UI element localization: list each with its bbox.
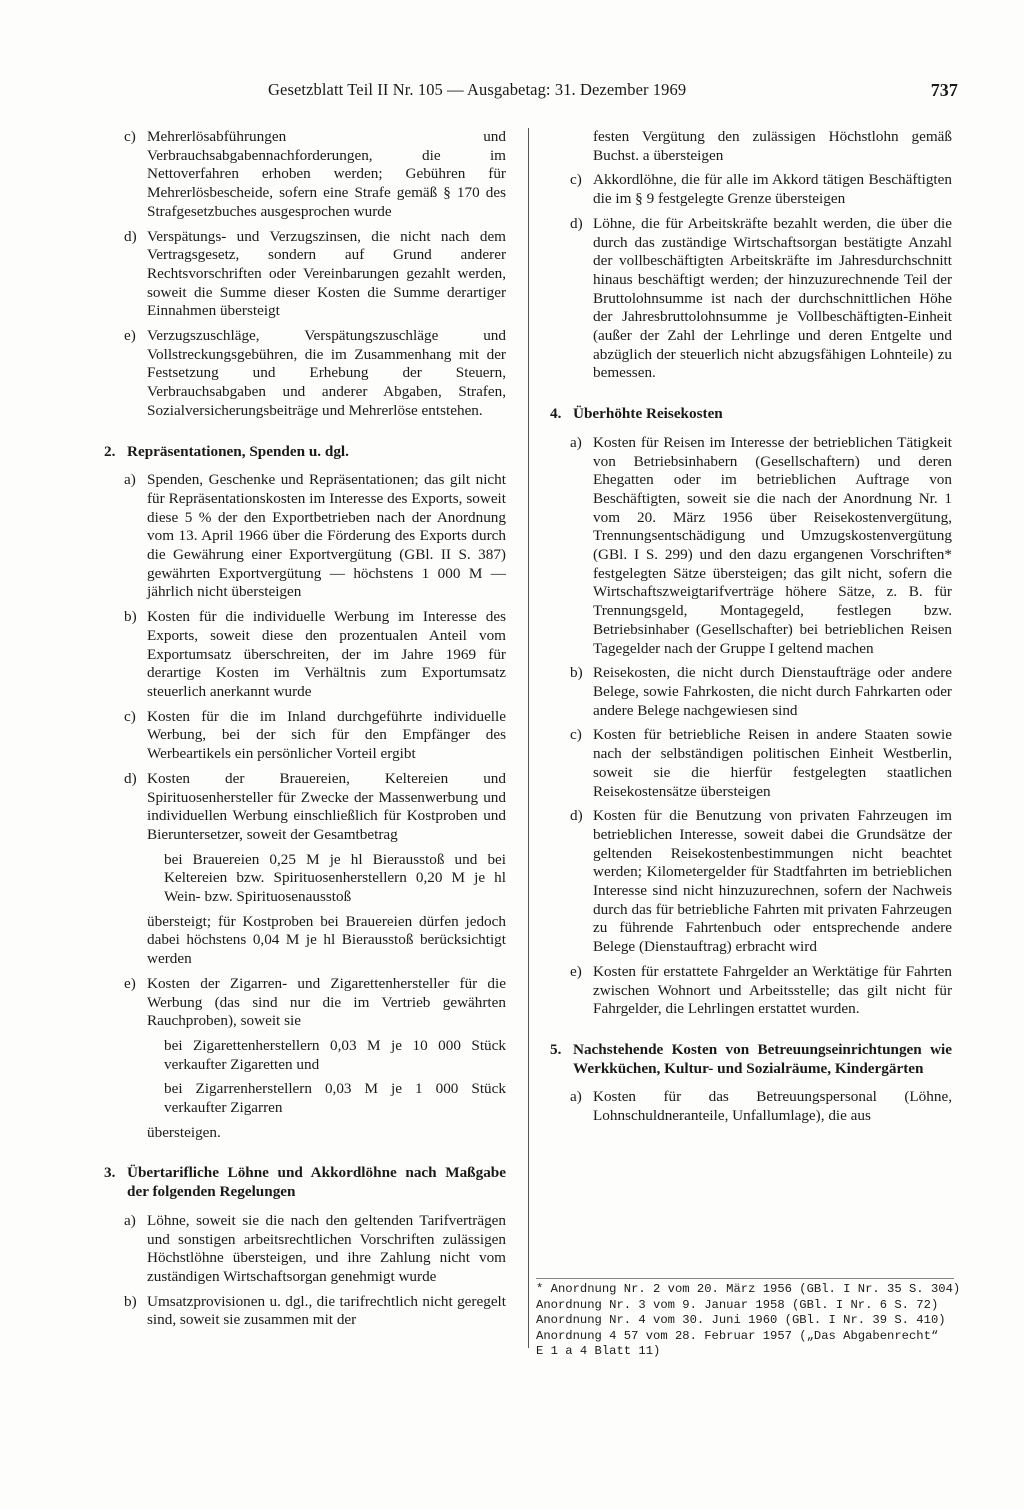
header-title: Gesetzblatt Teil II Nr. 105 — Ausgabetag: 31. Dezember 1969 — [268, 80, 687, 99]
item-label: c) — [570, 726, 582, 744]
section-title: Nachstehende Kosten von Betreuungseinrichtungen wie Werkküchen, Kultur- und Sozialräume, Kindergärten — [573, 1040, 952, 1077]
section-title: Übertarifliche Löhne und Akkordlöhne nach Maßgabe der folgenden Regelungen — [127, 1164, 506, 1201]
item-text: Verzugszuschläge, Verspätungszuschläge und Vollstreckungsgebühren, die im Zusammenhang mit der Festsetzung und Erhebung der Steuern, Verbrauchsabgaben und anderer Abgaben, Strafen, Sozialversicherungsbeiträge und Mehrerlöse entstehen. — [147, 327, 506, 419]
item-text: Kosten der Zigarren- und Zigarettenhersteller für die Werbung (das sind nur die im Vertrieb gewährten Rauchproben), soweit sie — [147, 974, 506, 1030]
list-item — [104, 471, 506, 602]
sub-paragraph: bei Zigarettenherstellern 0,03 M je 10 000 Stück verkaufter Zigaretten und — [164, 1036, 506, 1073]
section-number: 4. — [550, 405, 562, 423]
item-text: Kosten für die im Inland durchgeführte individuelle Werbung, bei der sich für den Empfänger des Werbeartikels ein persönlicher Vorteil ergibt — [147, 707, 506, 763]
item-text: Kosten für die individuelle Werbung im Interesse des Exports, soweit diese den prozentualen Anteil vom Exportumsatz überschreiten, der im Jahre 1969 für derartige Kosten im Verhältnis zum Exportumsatz steuerlich anerkannt wurde — [147, 608, 506, 700]
list-item — [550, 434, 952, 658]
footnotes — [536, 1278, 961, 1360]
item-label: b) — [570, 664, 583, 682]
item-text: Kosten für erstattete Fahrgelder an Werktätige für Fahrten zwischen Wohnort und Arbeitsstelle; das gilt nicht für Fahrgelder, die Lehrlingen erstattet wurden. — [593, 962, 952, 1018]
section-heading — [104, 443, 506, 462]
sub-paragraph: bei Brauereien 0,25 M je hl Bierausstoß und bei Keltereien bzw. Spirituosenherstellern 0,20 M je hl Wein- bzw. Spirituosenausstoß — [164, 850, 506, 906]
list-item — [550, 726, 952, 801]
column-divider — [528, 128, 529, 1348]
list-item — [104, 228, 506, 322]
item-text: Verspätungs- und Verzugszinsen, die nicht nach dem Vertragsgesetz, sondern auf Grund anderer Rechtsvorschriften oder Vereinbarungen gezahlt werden, soweit die Summe dieser Kosten die Summe derartiger Einnahmen übersteigt — [147, 227, 506, 320]
item-text: Kosten für betriebliche Reisen in andere Staaten sowie nach der selbständigen politischen Einheit Westberlin, soweit sie die hierfür festgelegten staatlichen Reisekostensätze übersteigen — [593, 726, 952, 800]
continuation-text: übersteigen. — [147, 1123, 221, 1141]
item-label: c) — [124, 128, 136, 145]
list-item — [104, 327, 506, 421]
list-item — [104, 770, 506, 845]
section-heading — [550, 405, 952, 424]
list-item — [104, 1212, 506, 1287]
footnote-line: Anordnung Nr. 3 vom 9. Januar 1958 (GBl. I Nr. 6 S. 72) — [536, 1297, 939, 1312]
footnote-line: Anordnung Nr. 4 vom 30. Juni 1960 (GBl. I Nr. 39 S. 410) — [536, 1313, 946, 1327]
item-text: Mehrerlösabführungen und Verbrauchsabgabennachforderungen, die im Nettoverfahren erhoben werden; Gebühren für Mehrerlösbescheide, sofern eine Strafe gemäß § 170 des Strafgesetzbuches ausgesprochen wurde — [147, 128, 506, 220]
right-column — [550, 128, 952, 1126]
continuation-text: übersteigt; für Kostproben bei Brauereien dürfen jedoch dabei höchstens 0,04 M je hl Bierausstoß berücksichtigt werden — [147, 912, 506, 968]
list-item — [550, 171, 952, 208]
item-label: a) — [124, 471, 136, 489]
item-text: Kosten für die Benutzung von privaten Fahrzeugen im betrieblichen Interesse, soweit dabei die Grundsätze der geltenden Reisekostenbestimmungen nicht beachtet werden; Kilometergelder für Stadtfahrten im betrieblichen Interesse sind nicht hinzuzurechnen, sofern der Nachweis durch das für betriebliche Fahrten mit privaten Fahrzeugen zu führende Fahrtenbuch oder entsprechende andere Belege (Dienstauftrag) erbracht wird — [593, 807, 952, 956]
item-text: Löhne, die für Arbeitskräfte bezahlt werden, die über die durch das zuständige Wirtschaftsorgan bestätigte Anzahl der vollbeschäftigten Arbeitskräfte im Jahresdurchschnitt hinaus beschäftigt werden; der hinzuzurechnende Teil der Bruttolohnsumme ist nach der durchschnittlichen Höhe der Jahresbruttolohnsumme je Vollbeschäftigten-Einheit (außer der Zahl der Lehrlinge und deren Entgelte und abzüglich der steuerlich nicht abzugsfähigen Lohnteile) zu bemessen. — [593, 214, 952, 382]
footnote-line: Anordnung 4 57 vom 28. Februar 1957 („Das Abgabenrecht“ — [536, 1328, 939, 1343]
list-item — [104, 1293, 506, 1330]
item-label: d) — [570, 807, 583, 825]
item-text: Akkordlöhne, die für alle im Akkord tätigen Beschäftigten die im § 9 festgelegte Grenze übersteigen — [593, 171, 952, 208]
page-number: 737 — [930, 80, 958, 100]
continuation-text: festen Vergütung den zulässigen Höchstlohn gemäß Buchst. a übersteigen — [593, 128, 952, 164]
list-item — [550, 215, 952, 383]
item-text: Reisekosten, die nicht durch Dienstaufträge oder andere Belege, sowie Fahrkosten, die nicht durch Fahrkarten oder andere Belege nachgewiesen sind — [593, 664, 952, 719]
item-label: c) — [124, 707, 136, 725]
item-text: Spenden, Geschenke und Repräsentationen; das gilt nicht für Repräsentationskosten im Interesse des Exports, soweit diese 5 % der den Exportbetrieben nach der Anordnung vom 13. April 1966 über die Förderung des Exports durch die Gewährung einer Exportvergütung (GBl. II S. 387) gewährten Exportvergütung — höchstens 1 000 M — jährlich nicht übersteigen — [147, 471, 506, 601]
item-label: a) — [570, 433, 582, 451]
item-label: e) — [124, 327, 136, 345]
item-text: Löhne, soweit sie die nach den geltenden Tarifverträgen und sonstigen arbeitsrechtlichen Vorschriften zulässigen Höchstlöhne übersteigen, und ihre Zahlung nicht vom zuständigen Wirtschaftsorgan genehmigt wurde — [147, 1211, 506, 1285]
item-label: e) — [124, 974, 136, 992]
list-item — [104, 975, 506, 1031]
item-label: d) — [124, 769, 137, 787]
list-item — [550, 1088, 952, 1125]
section-heading — [104, 1164, 506, 1201]
list-item — [104, 608, 506, 702]
footnote-line: E 1 a 4 Blatt 11) — [536, 1344, 661, 1358]
sub-paragraph: bei Zigarrenherstellern 0,03 M je 1 000 Stück verkaufter Zigarren — [164, 1080, 506, 1117]
item-label: c) — [570, 171, 582, 189]
item-text: Kosten für Reisen im Interesse der betrieblichen Tätigkeit von Betriebsinhabern (Gesellschaftern) und deren Ehegatten oder im betrieblichen Auftrage von Beschäftigten, soweit sie die nach der Anordnung Nr. 1 vom 20. März 1956 über Reisekostenvergütung, Trennungsentschädigung und Umzugskostenvergütung (GBl. I S. 299) und den dazu ergangenen Vorschriften* festgelegten Sätze übersteigen; das gilt nicht, sofern die Wirtschaftszweigtarifverträge höhere Sätze, z. B. für Trennungsgeld, Montagegeld, festlegen bzw. Betriebsinhaber (Gesellschafter) bei betrieblichen Reisen Tagegelder nach der Gruppe I geltend machen — [593, 433, 952, 657]
list-item — [550, 807, 952, 957]
item-label: d) — [124, 227, 137, 245]
list-item — [550, 664, 952, 720]
item-text: Umsatzprovisionen u. dgl., die tarifrechtlich nicht geregelt sind, soweit sie zusammen mit der — [147, 1292, 506, 1329]
item-text: Kosten für das Betreuungspersonal (Löhne, Lohnschuldneranteile, Unfallumlage), die aus — [593, 1088, 952, 1125]
section-number: 2. — [104, 442, 116, 460]
left-column — [104, 128, 506, 1330]
section-title: Repräsentationen, Spenden u. dgl. — [127, 442, 349, 460]
footnote-line: * Anordnung Nr. 2 vom 20. März 1956 (GBl. I Nr. 35 S. 304) — [536, 1282, 961, 1296]
item-text: Kosten der Brauereien, Keltereien und Spirituosenhersteller für Zwecke der Massenwerbung und individuellen Werbung einschließlich für Kostproben und Bieruntersetzer, soweit der Gesamtbetrag — [147, 769, 506, 843]
item-label: d) — [570, 214, 583, 232]
item-label: a) — [570, 1088, 582, 1106]
item-label: b) — [124, 1292, 137, 1310]
section-title: Überhöhte Reisekosten — [573, 405, 723, 423]
item-label: e) — [570, 962, 582, 980]
item-label: a) — [124, 1211, 136, 1229]
section-number: 5. — [550, 1040, 562, 1058]
section-number: 3. — [104, 1164, 116, 1182]
page-header — [268, 80, 958, 100]
item-label: b) — [124, 608, 137, 626]
list-item — [104, 128, 506, 222]
list-item — [550, 963, 952, 1019]
section-heading — [550, 1041, 952, 1078]
list-item — [104, 708, 506, 764]
